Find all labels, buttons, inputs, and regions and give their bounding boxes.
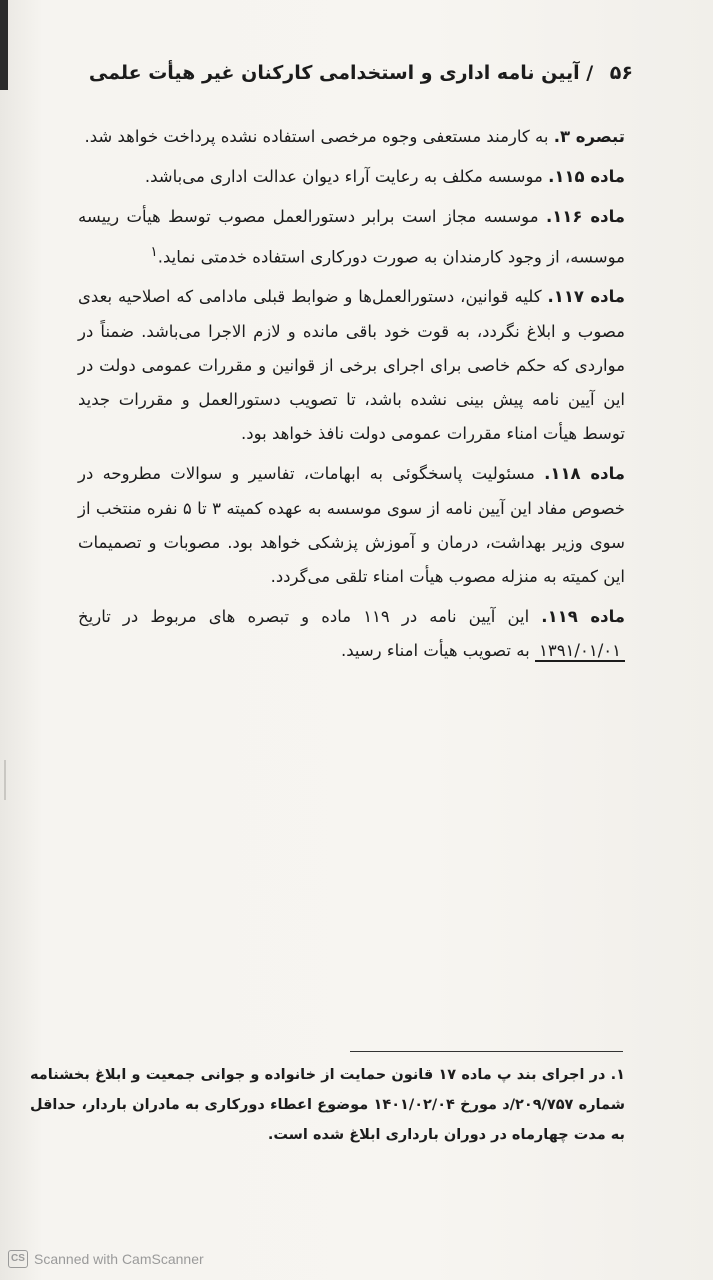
footnote — [30, 1060, 625, 1150]
article-text: این آیین نامه در ۱۱۹ ماده و تبصره های مربوط در تاریخ — [78, 607, 542, 627]
paragraph-article-117 — [78, 280, 625, 451]
article-label: ماده ۱۱۶. — [545, 207, 625, 227]
paragraph-article-119 — [78, 600, 625, 668]
article-label: ماده ۱۱۹. — [541, 607, 626, 627]
article-text: مسئولیت پاسخگوئی به ابهامات، تفاسیر و سوالات مطروحه در خصوص مفاد این آیین نامه از سوی موسسه به عهده کمیته ۳ تا ۵ نفره منتخب از سوی وزیر بهداشت، درمان و آموزش پزشکی خواهد بود. مصوبات و تصمیمات این کمیته به منزله مصوب هیأت امناء تلقی می‌گردد. — [78, 464, 626, 586]
paragraph-article-118 — [78, 457, 625, 594]
scanner-watermark — [8, 1250, 204, 1268]
article-text: به تصویب هیأت امناء رسید. — [340, 641, 535, 661]
article-label: ماده ۱۱۷. — [547, 287, 625, 307]
scanner-text: Scanned with CamScanner — [34, 1251, 204, 1267]
article-label: تبصره ۳. — [553, 127, 625, 146]
approval-date: ۱۳۹۱/۰۱/۰۱ — [535, 641, 625, 662]
camscanner-logo-icon: CS — [8, 1250, 28, 1268]
article-text: موسسه مجاز است برابر دستورالعمل مصوب توسط هیأت رییسه موسسه، از وجود کارمندان به صورت دورکاری استفاده خدمتی نماید. — [78, 207, 625, 267]
paragraph-article-116 — [78, 200, 625, 274]
article-text: به کارمند مستعفی وجوه مرخصی استفاده نشده پرداخت خواهد شد. — [84, 127, 554, 146]
article-text: کلیه قوانین، دستورالعمل‌ها و ضوابط قبلی مادامی که اصلاحیه بعدی مصوب و ابلاغ نگردد، به قوت خود باقی مانده و لازم الاجرا می‌باشد. ضمناً در مواردی که حکم خاصی برای اجرای برخی از قوانین و مقررات عمومی دولت در این آیین نامه پیش بینی نشده باشد، تا تصویب دستورالعمل و مقررات جدید توسط هیأت امناء مقررات عمومی دولت نافذ خواهد بود. — [78, 287, 625, 444]
header-title: / آیین نامه اداری و استخدامی کارکنان غیر هیأت علمی — [88, 62, 594, 84]
article-label: ماده ۱۱۵. — [548, 167, 625, 187]
paragraph-note-3 — [78, 120, 625, 154]
margin-mark — [4, 760, 6, 800]
article-label: ماده ۱۱۸. — [544, 464, 625, 484]
footnote-reference: ۱ — [150, 243, 158, 260]
article-text: موسسه مکلف به رعایت آراء دیوان عدالت اداری می‌باشد. — [144, 167, 549, 187]
book-spine-shadow — [0, 0, 8, 90]
footnote-line: ۱. در اجرای بند پ ماده ۱۷ قانون حمایت از خانواده و جوانی جمعیت و ابلاغ بخشنامه شماره ۲۰۹/۷۵۷/د مورخ ۱۴۰۱/۰۲/۰۴ موضوع اعطاء دورکاری به مادران باردار، حداقل به مدت چهارماه در دوران بارداری ابلاغ شده است. — [30, 1067, 625, 1143]
paragraph-article-115 — [78, 160, 625, 194]
footnote-separator — [350, 1051, 623, 1052]
running-header — [40, 62, 633, 84]
body-text — [78, 120, 625, 675]
page-number: ۵۶ — [609, 62, 633, 84]
